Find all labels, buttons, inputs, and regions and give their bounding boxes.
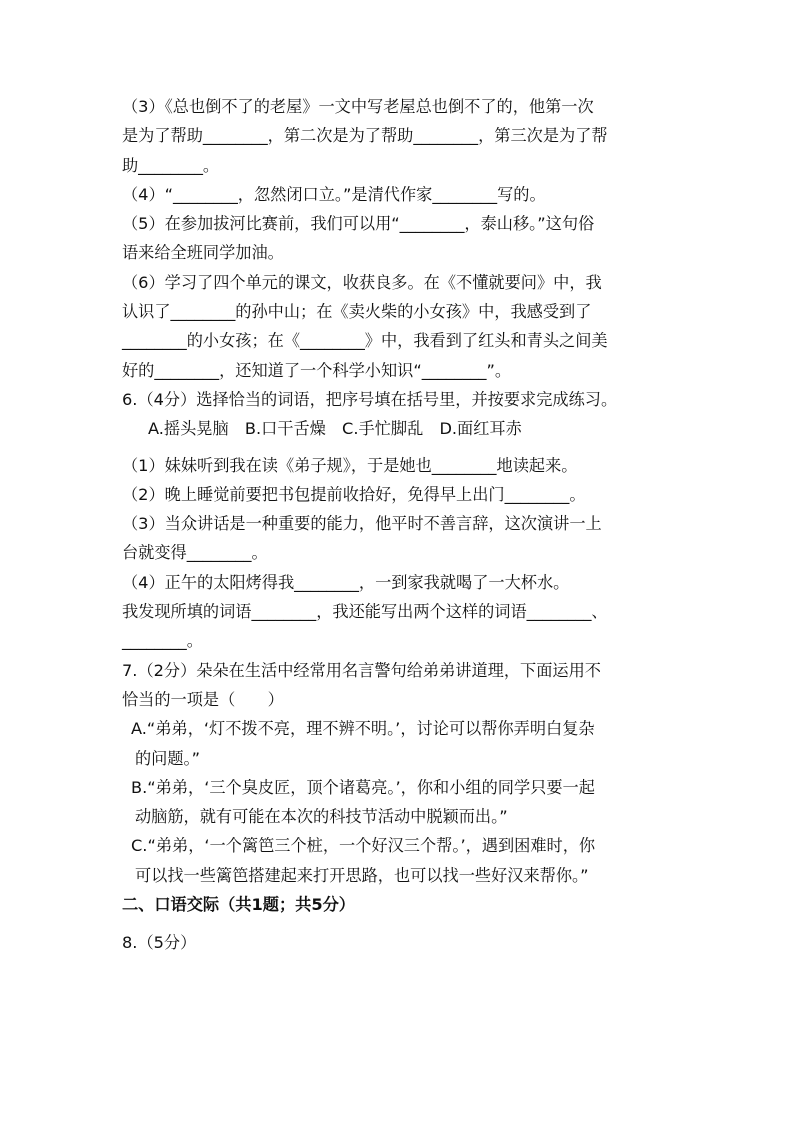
- q7-option-c-line1: C.“弟弟，‘一个篱笆三个桩，一个好汉三个帮。’，遇到困难时，你: [131, 836, 596, 856]
- q5-item3-line1: （3）《总也倒不了的老屋》一文中写老屋总也倒不了的，他第一次: [122, 97, 594, 116]
- question-7-stem-line2: 恰当的一项是（ ）: [122, 689, 284, 709]
- q5-item3-line2: 是为了帮助________，第二次是为了帮助________，第三次是为了帮: [122, 126, 608, 146]
- spacer: [122, 919, 682, 928]
- document-body: [122, 92, 682, 958]
- section-2-heading: 二、口语交际（共1题；共5分）: [122, 895, 355, 915]
- question-6-stem: 6.（4分）选择恰当的词语，把序号填在括号里，并按要求完成练习。: [122, 389, 618, 409]
- q7-option-c-line2: 可以找一些篱笆搭建起来打开思路，也可以找一些好汉来帮你。”: [135, 865, 589, 885]
- q5-item6-line3: ________的小女孩；在《________》中，我看到了红头和青头之间美: [122, 331, 608, 351]
- q5-item3-line3: 助________。: [122, 155, 220, 175]
- q7-option-b-line1: B.“弟弟，‘三个臭皮匠，顶个诸葛亮。’，你和小组的同学只要一起: [131, 777, 595, 797]
- q5-item5-line2: 语来给全班同学加油。: [122, 243, 284, 263]
- q6-item1: （1）妹妹听到我在读《弟子规》，于是她也________地读起来。: [122, 455, 578, 475]
- question-7-stem-line1: 7.（2分）朵朵在生活中经常用名言警句给弟弟讲道理，下面运用不: [122, 660, 601, 680]
- q5-item6-line4: 好的________，还知道了一个科学小知识“________”。: [122, 360, 512, 380]
- q5-item4: （4）“________，忽然闭口立。”是清代作家________写的。: [122, 184, 546, 204]
- q7-option-b-line2: 动脑筋，就有可能在本次的科技节活动中脱颖而出。”: [135, 807, 508, 827]
- q6-item4: （4）正午的太阳烤得我________，一到家我就喝了一大杯水。: [122, 572, 570, 592]
- q5-item6-line1: （6）学习了四个单元的课文，收获良多。在《不懂就要问》中，我: [122, 272, 602, 292]
- q6-options: A.摇头晃脑 B.口干舌燥 C.手忙脚乱 D.面红耳赤: [148, 419, 522, 439]
- q6-summary-line2: ________。: [122, 631, 203, 651]
- q7-option-a-line2: 的问题。”: [135, 748, 201, 768]
- q7-option-a-line1: A.“弟弟，‘灯不拨不亮，理不辨不明。’，讨论可以帮你弄明白复杂: [131, 719, 595, 739]
- q6-item3-line2: 台就变得________。: [122, 543, 268, 563]
- question-8-stem: 8.（5分）: [122, 933, 197, 953]
- q5-item5-line1: （5）在参加拔河比赛前，我们可以用“________，泰山移。”这句俗: [122, 214, 595, 234]
- q5-item6-line2: 认识了________的孙中山；在《卖火柴的小女孩》中，我感受到了: [122, 302, 592, 322]
- q6-summary-line1: 我发现所填的词语________，我还能写出两个这样的词语________、: [122, 602, 608, 622]
- spacer: [122, 444, 682, 451]
- q6-item3-line1: （3）当众讲话是一种重要的能力，他平时不善言辞，这次演讲一上: [122, 514, 602, 534]
- q6-item2: （2）晚上睡觉前要把书包提前收拾好，免得早上出门________。: [122, 484, 586, 504]
